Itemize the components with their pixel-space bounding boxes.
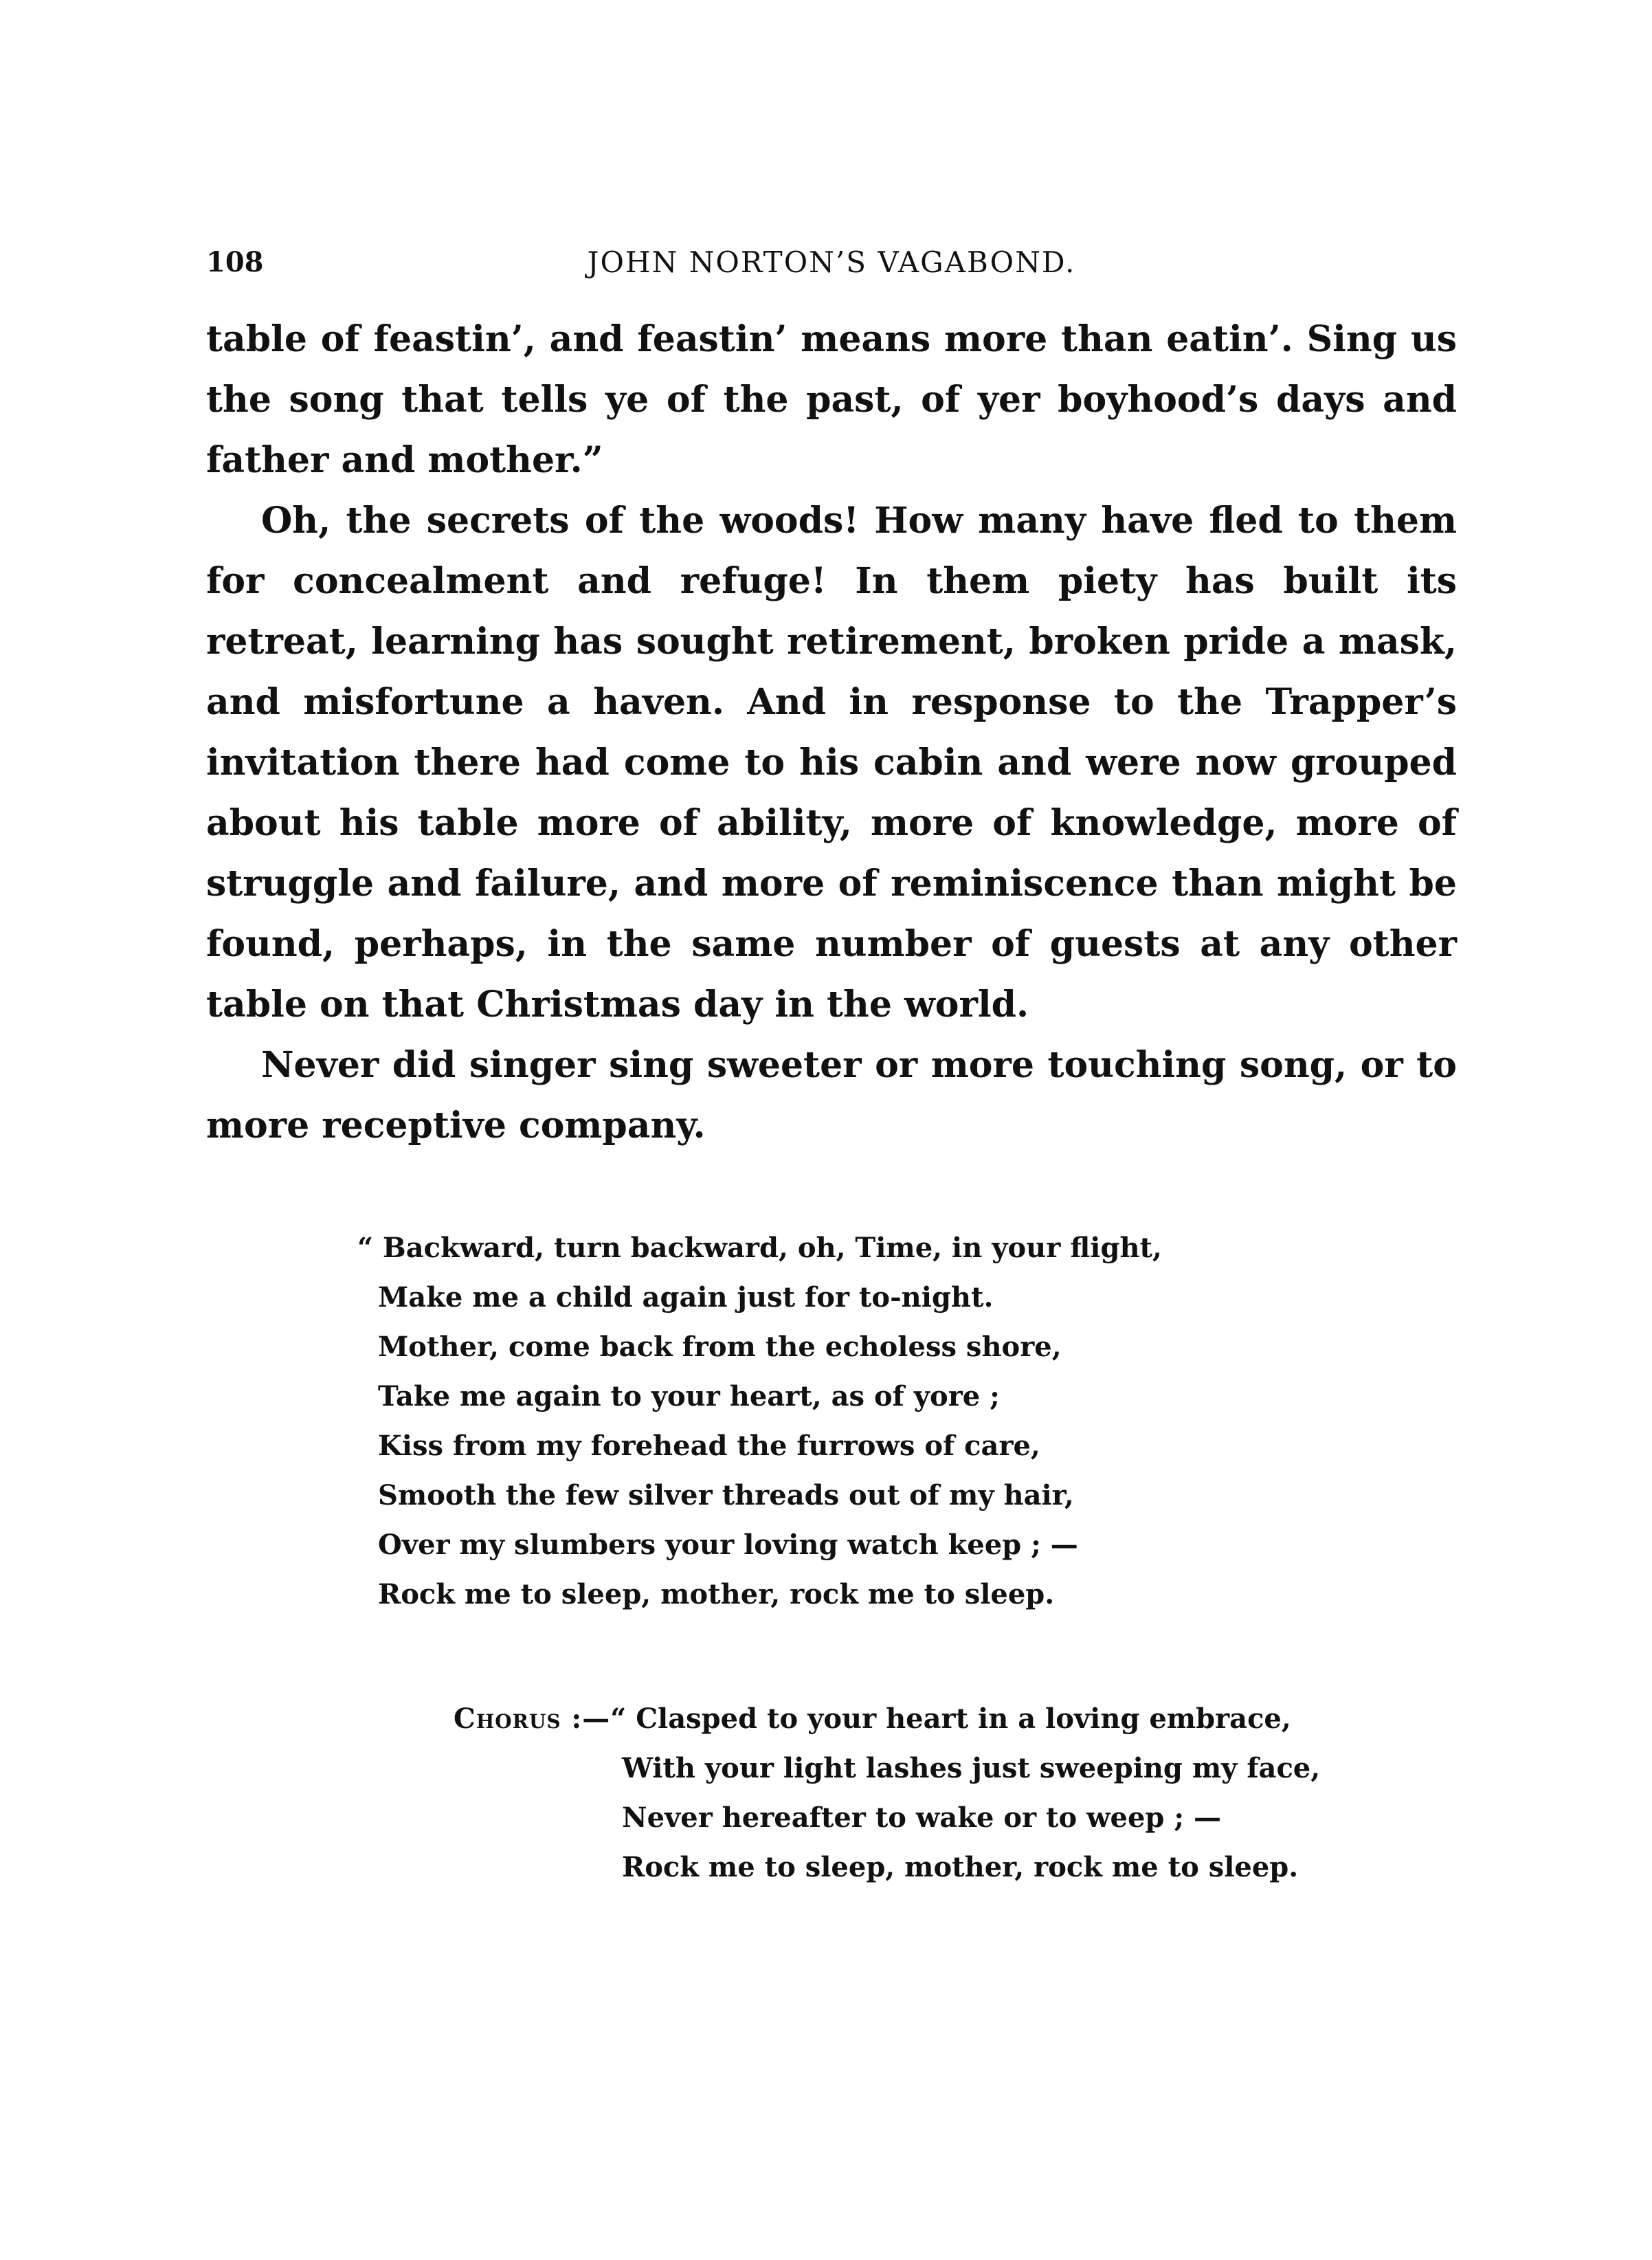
poem-stanza [357,1223,1340,1619]
paragraph-continued: table of feastin’, and feastin’ means more than eatin’. Sing us the song that tells ye of the past, of yer boyhood’s days and father and mother.” [206,318,1457,481]
poem-line: Kiss from my forehead the furrows of care, [378,1430,1040,1462]
poem-line: “ Backward, turn backward, oh, Time, in your flight, [357,1232,1162,1264]
poem-line: Take me again to your heart, as of yore ; [378,1380,1000,1412]
chorus-stanza [454,1694,1484,1892]
page-header [206,242,1457,283]
poem-line: Mother, come back from the echoless shore, [378,1331,1062,1363]
chorus-line: With your light lashes just sweeping my face, [622,1752,1321,1784]
running-title: JOHN NORTON’S VAGABOND. [587,245,1076,279]
chorus-line: Rock me to sleep, mother, rock me to sleep. [622,1851,1299,1883]
poem-line: Make me a child again just for to-night. [378,1281,994,1314]
poem-line: Smooth the few silver threads out of my hair, [378,1479,1074,1511]
body-text [206,309,1457,1156]
page-number: 108 [206,246,264,278]
chorus-line: “ Clasped to your heart in a loving embrace, [610,1703,1291,1735]
paragraph-never-did-singer: Never did singer sing sweeter or more touching song, or to more receptive company. [206,1044,1457,1146]
poem-line: Rock me to sleep, mother, rock me to sleep. [378,1578,1055,1610]
chorus-line: Never hereafter to wake or to weep ; — [622,1802,1222,1834]
paragraph-secrets-of-woods: Oh, the secrets of the woods! How many have fled to them for concealment and refuge! In them piety has built its retreat, learning has sought retirement, broken pride a mask, and misfortune a haven. And in response to the Trapper’s invitation there had come to his cabin and were now grouped about his table more of ability, more of knowledge, more of struggle and failure, and more of reminiscence than might be found, perhaps, in the same number of guests at any other table on that Christmas day in the world. [206,500,1457,1026]
poem-line: Over my slumbers your loving watch keep ; — [378,1529,1078,1561]
chorus-first-row [454,1694,1484,1744]
chorus-continuation [454,1744,1484,1892]
chorus-label: Chorus :— [454,1703,611,1735]
